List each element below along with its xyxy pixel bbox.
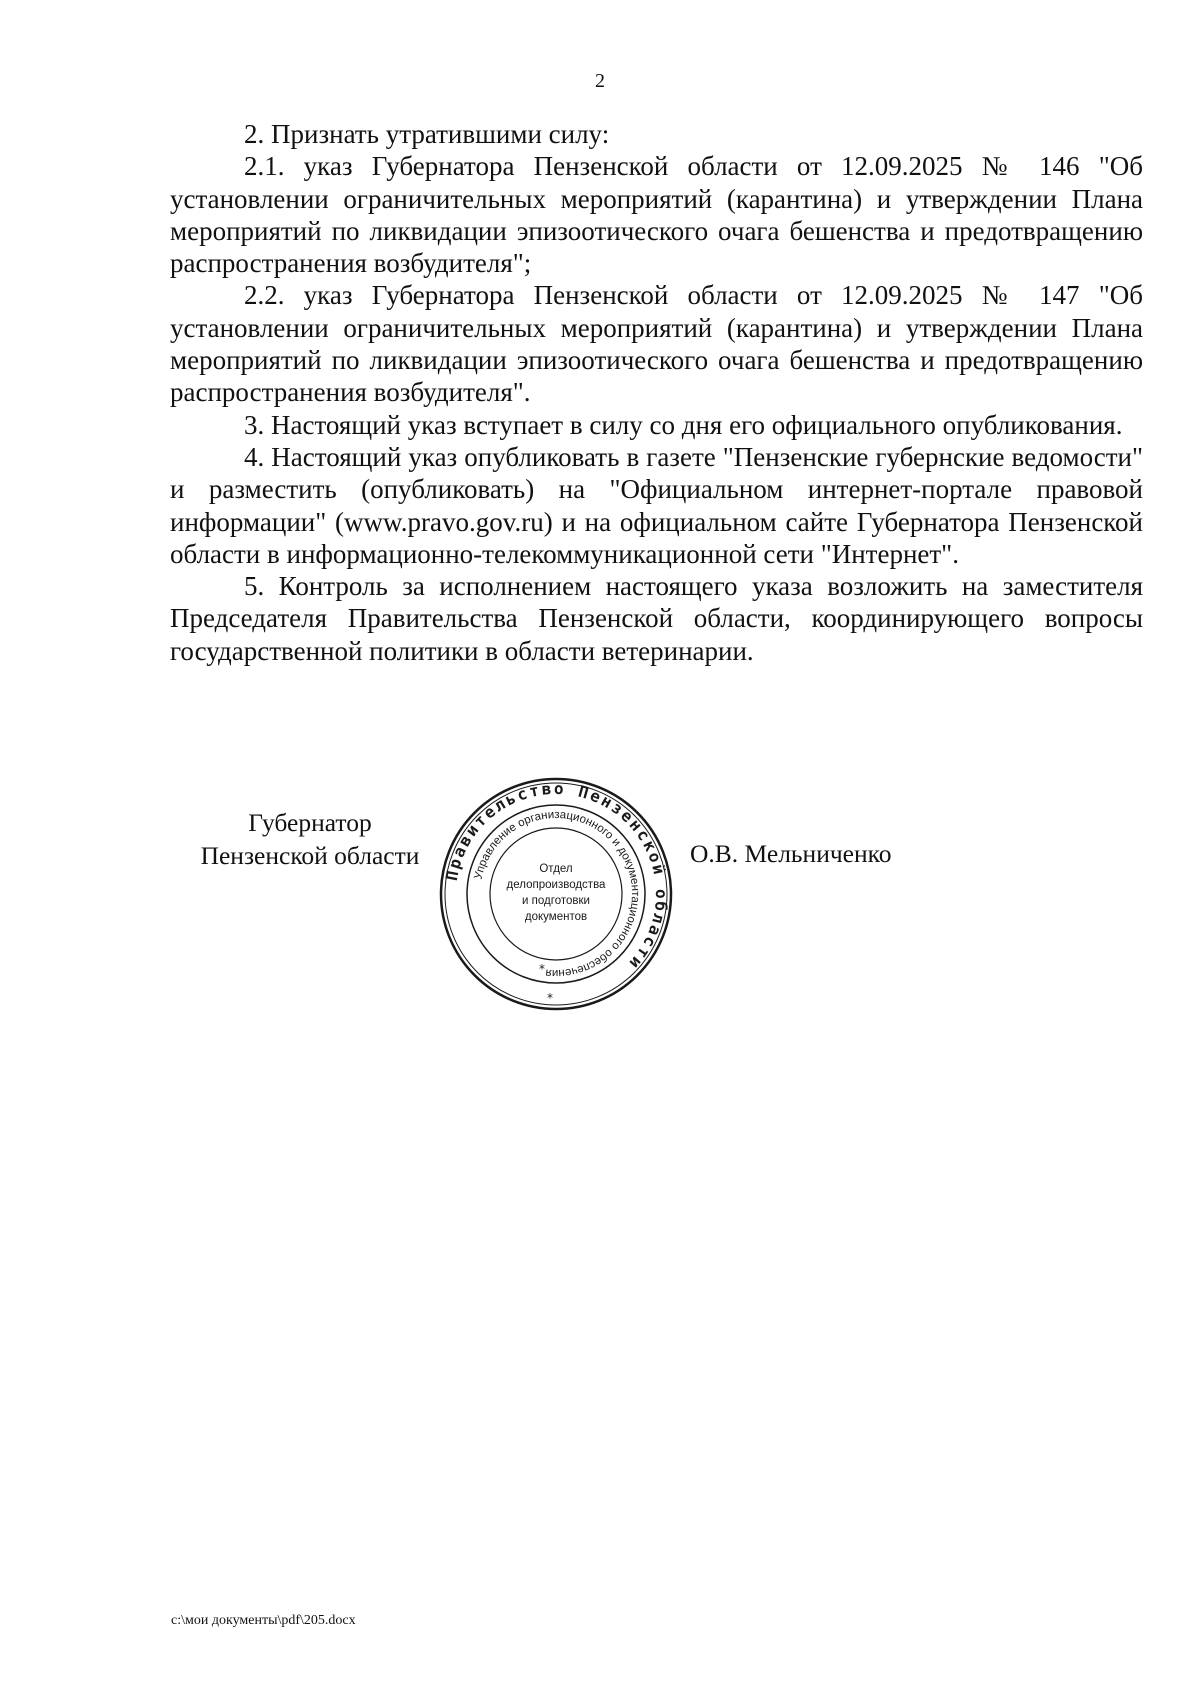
signatory-title-line1: Губернатор (248, 808, 372, 837)
paragraph-3: 3. Настоящий указ вступает в силу со дня его официального опубликования. (244, 409, 1123, 440)
paragraph-2-2: 2.2. указ Губернатора Пензенской области от 12.09.2025 № 147 "Об установлении ограничительных мероприятий (карантина) и утверждении Плана мероприятий по ликвидации эпизоотического очага бешенства и предотвращению распространения возбудителя". (170, 280, 1143, 408)
paragraph-5: 5. Контроль за исполнением настоящего указа возложить на заместителя Председателя Правительства Пензенской области, координирующего вопросы государственной политики в области ветеринарии. (170, 571, 1143, 666)
seal-outer-text: Правительство Пензенской области (441, 778, 672, 975)
seal-center-line2: делопроизводства (506, 879, 606, 891)
svg-text:*: * (539, 962, 545, 976)
document-body (170, 118, 1143, 667)
paragraph-2-1: 2.1. указ Губернатора Пензенской области от 12.09.2025 № 146 "Об установлении ограничительных мероприятий (карантина) и утверждении Плана мероприятий по ликвидации эпизоотического очага бешенства и предотвращению распространения возбудителя"; (170, 151, 1143, 279)
paragraph-4: 4. Настоящий указ опубликовать в газете "Пензенские губернские ведомости" и разместить (опубликовать) на "Официальном интернет-портале правовой информации" (www.pravo.gov.ru) и на официальном сайте Губернатора Пензенской области в информационно-телекоммуникационной сети "Интернет". (170, 441, 1143, 569)
signatory-title-line2: Пензенской области (200, 841, 420, 870)
svg-text:*: * (547, 991, 553, 1005)
footer-file-path: c:\мои документы\pdf\205.docx (171, 1613, 356, 1628)
page-number: 2 (595, 70, 605, 92)
svg-text:Управление организационного и (473, 809, 642, 979)
seal-center-line3: и подготовки (522, 895, 590, 907)
signatory-title (160, 806, 460, 872)
seal-center-line4: документов (524, 911, 588, 923)
seal-center-line1: Отдел (539, 863, 573, 875)
seal-inner-ring-text: Управление организационного и документационного обеспечения (472, 808, 642, 980)
paragraph-2: 2. Признать утратившими силу: (244, 119, 610, 149)
official-seal (438, 776, 674, 1012)
signatory-name: О.В. Мельниченко (690, 839, 892, 868)
